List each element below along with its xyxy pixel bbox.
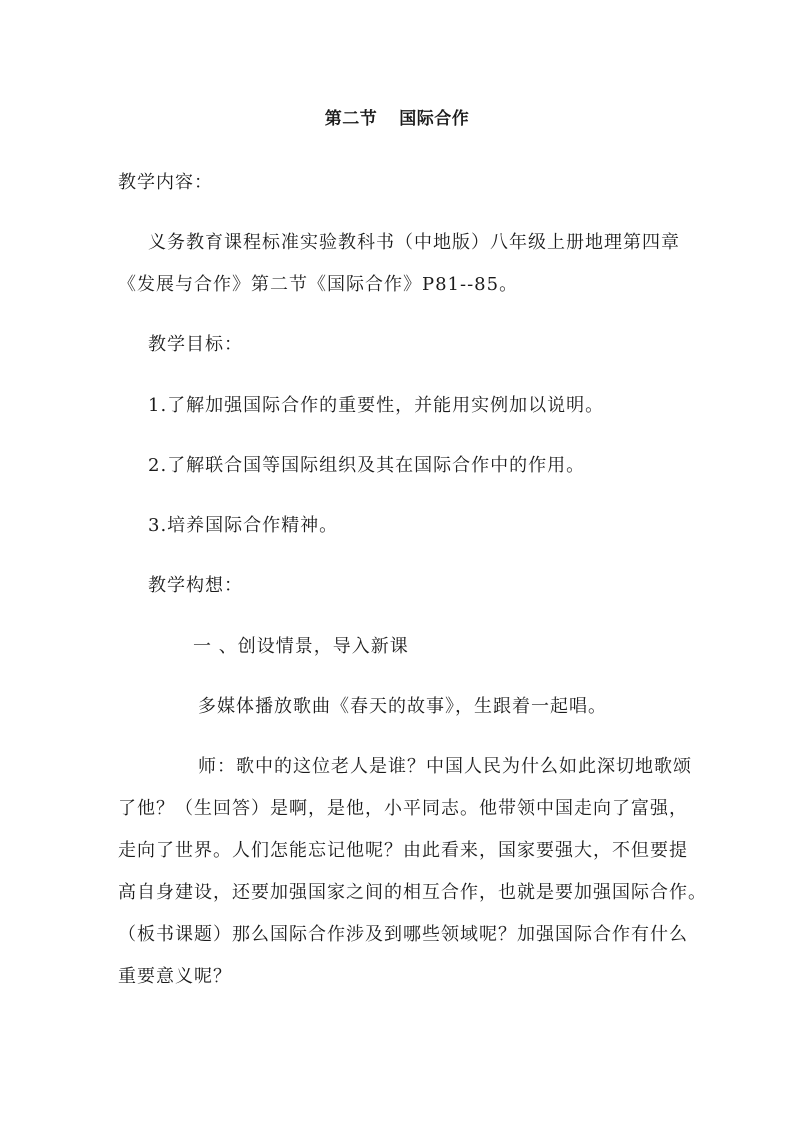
teacher-para-line-3: 走向了世界。人们怎能忘记他呢？由此看来，国家要强大，不但要提 <box>118 840 688 861</box>
title-section-number: 第二节 <box>324 109 378 129</box>
teacher-para-line-2: 了他？（生回答）是啊，是他，小平同志。他带领中国走向了富强， <box>118 798 688 819</box>
step-1-heading: 一 、创设情景，导入新课 <box>193 636 409 657</box>
content-line-2: 《发展与合作》第二节《国际合作》P81--85。 <box>118 274 519 295</box>
title-section-name: 国际合作 <box>399 109 470 129</box>
teacher-para-line-6: 重要意义呢？ <box>118 966 232 987</box>
objective-item-3: 3.培养国际合作精神。 <box>148 515 339 536</box>
objective-item-2: 2.了解联合国等国际组织及其在国际合作中的作用。 <box>148 455 586 476</box>
teacher-para-line-5: （板书课题）那么国际合作涉及到哪些领域呢？加强国际合作有什么 <box>118 924 688 945</box>
concept-heading: 教学构想： <box>148 575 243 596</box>
content-line-1: 义务教育课程标准实验教科书（中地版）八年级上册地理第四章 <box>148 232 680 253</box>
objectives-heading: 教学目标： <box>148 334 243 355</box>
objective-item-1: 1.了解加强国际合作的重要性，并能用实例加以说明。 <box>148 395 605 416</box>
page-title <box>0 104 794 129</box>
teacher-para-line-1: 师：歌中的这位老人是谁？中国人民为什么如此深切地歌颂 <box>198 756 692 777</box>
teacher-para-line-4: 高自身建设，还要加强国家之间的相互合作，也就是要加强国际合作。 <box>118 882 707 903</box>
step-1-description: 多媒体播放歌曲《春天的故事》，生跟着一起唱。 <box>198 696 607 717</box>
teaching-content-heading: 教学内容： <box>118 172 213 193</box>
